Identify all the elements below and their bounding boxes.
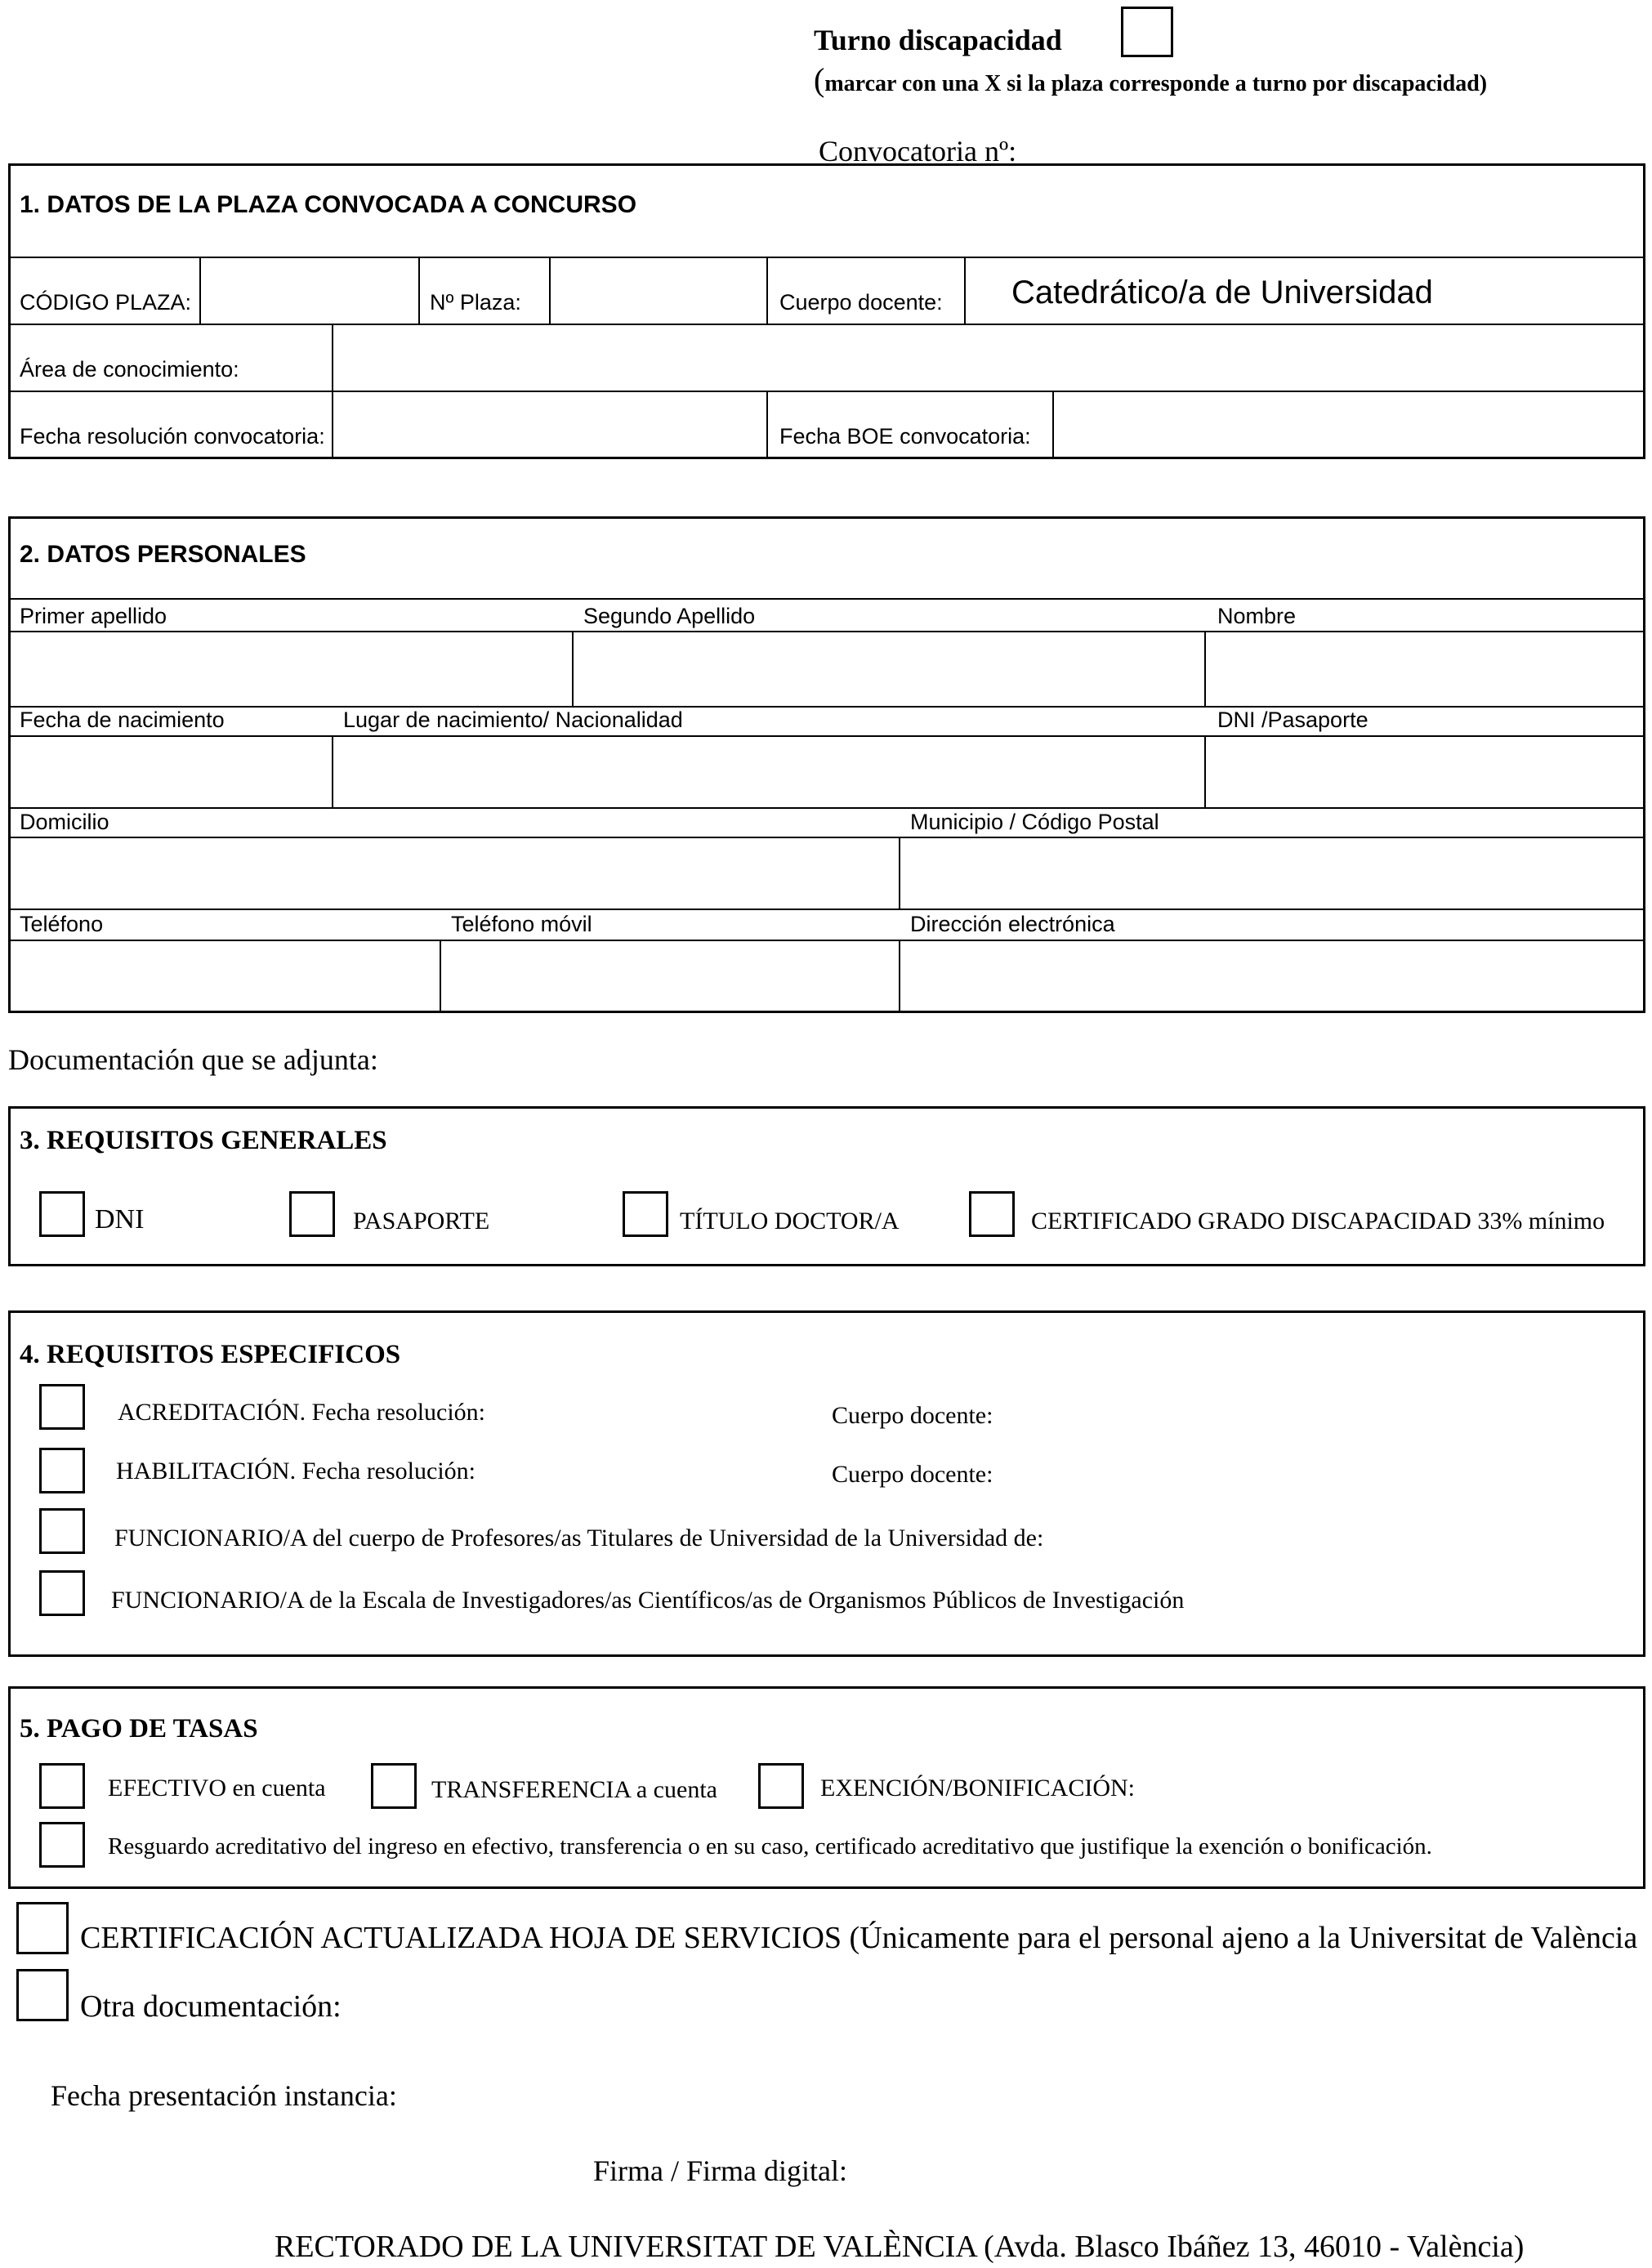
- otra-documentacion-label: Otra documentación:: [80, 1989, 342, 2024]
- section1-vline: [766, 257, 768, 324]
- turno-note-text: marcar con una X si la plaza corresponde a turno por discapacidad): [824, 71, 1488, 96]
- lugar-nacimiento-field[interactable]: [333, 737, 1203, 806]
- telefono-movil-field[interactable]: [441, 941, 897, 1011]
- funcionario-investigadores-checkbox[interactable]: [39, 1570, 85, 1616]
- fecha-resolucion-field[interactable]: [333, 392, 765, 458]
- transferencia-checkbox[interactable]: [371, 1763, 417, 1809]
- section5-title: 5. PAGO DE TASAS: [20, 1714, 258, 1743]
- footer-address: RECTORADO DE LA UNIVERSITAT DE VALÈNCIA (Avda. Blasco Ibáñez 13, 46010 - València): [275, 2230, 1525, 2264]
- section2-title: 2. DATOS PERSONALES: [20, 541, 306, 568]
- dni-checkbox[interactable]: [39, 1191, 85, 1237]
- pasaporte-checkbox[interactable]: [289, 1191, 335, 1237]
- fecha-boe-field[interactable]: [1054, 392, 1644, 458]
- telefono-label: Teléfono: [20, 912, 104, 936]
- acreditacion-cuerpo-label: Cuerpo docente:: [832, 1402, 993, 1429]
- nombre-field[interactable]: [1206, 632, 1644, 704]
- titulo-doctor-checkbox[interactable]: [623, 1191, 668, 1237]
- section1-vline: [766, 391, 768, 459]
- fecha-presentacion-label: Fecha presentación instancia:: [51, 2079, 397, 2112]
- resguardo-label: Resguardo acreditativo del ingreso en efectivo, transferencia o en su caso, certificado acreditativo que justifique la exención o bonificación.: [108, 1833, 1432, 1859]
- dni-option-label: DNI: [95, 1204, 145, 1234]
- section1-vline: [418, 257, 420, 324]
- domicilio-field[interactable]: [10, 838, 897, 907]
- lugar-nacimiento-label: Lugar de nacimiento/ Nacionalidad: [343, 708, 683, 732]
- nombre-label: Nombre: [1217, 604, 1297, 628]
- documentacion-label: Documentación que se adjunta:: [8, 1043, 378, 1076]
- certificado-discapacidad-option-label: CERTIFICADO GRADO DISCAPACIDAD 33% mínimo: [1031, 1208, 1605, 1234]
- section1-title: 1. DATOS DE LA PLAZA CONVOCADA A CONCURSO: [20, 191, 637, 218]
- habilitacion-cuerpo-label: Cuerpo docente:: [832, 1461, 993, 1488]
- telefono-movil-label: Teléfono móvil: [451, 912, 592, 936]
- turno-note-paren: (: [814, 61, 825, 98]
- dni-pasaporte-field[interactable]: [1206, 737, 1644, 806]
- email-field[interactable]: [900, 941, 1644, 1011]
- certificacion-label: CERTIFICACIÓN ACTUALIZADA HOJA DE SERVICIOS (Únicamente para el personal ajeno a la Universitat de València: [80, 1921, 1638, 1955]
- funcionario-titulares-checkbox[interactable]: [39, 1508, 85, 1554]
- codigo-plaza-label: CÓDIGO PLAZA:: [20, 290, 192, 315]
- fecha-resolucion-label: Fecha resolución convocatoria:: [20, 424, 325, 449]
- turno-discapacidad-checkbox[interactable]: [1121, 7, 1173, 57]
- turno-note: [814, 60, 1487, 99]
- municipio-label: Municipio / Código Postal: [910, 810, 1159, 834]
- section2-divider: [8, 598, 1645, 600]
- firma-label: Firma / Firma digital:: [593, 2154, 847, 2187]
- resguardo-checkbox[interactable]: [39, 1822, 85, 1868]
- primer-apellido-label: Primer apellido: [20, 604, 167, 628]
- codigo-plaza-field[interactable]: [201, 258, 417, 322]
- certificado-discapacidad-checkbox[interactable]: [969, 1191, 1015, 1237]
- dni-pasaporte-label: DNI /Pasaporte: [1217, 708, 1368, 732]
- email-label: Dirección electrónica: [910, 912, 1115, 936]
- cuerpo-docente-label: Cuerpo docente:: [779, 290, 943, 315]
- otra-documentacion-checkbox[interactable]: [16, 1969, 69, 2021]
- convocatoria-label: Convocatoria nº:: [819, 135, 1017, 167]
- efectivo-checkbox[interactable]: [39, 1763, 85, 1809]
- efectivo-label: EFECTIVO en cuenta: [108, 1775, 326, 1801]
- acreditacion-checkbox[interactable]: [39, 1384, 85, 1430]
- titulo-doctor-option-label: TÍTULO DOCTOR/A: [680, 1208, 900, 1234]
- habilitacion-label: HABILITACIÓN. Fecha resolución:: [116, 1458, 476, 1484]
- area-conocimiento-field[interactable]: [333, 325, 1644, 389]
- funcionario-titulares-label: FUNCIONARIO/A del cuerpo de Profesores/as Titulares de Universidad de la Universidad de:: [114, 1525, 1044, 1551]
- fecha-boe-label: Fecha BOE convocatoria:: [779, 424, 1031, 449]
- section3-title: 3. REQUISITOS GENERALES: [20, 1126, 387, 1155]
- fecha-nacimiento-field[interactable]: [10, 737, 330, 806]
- telefono-field[interactable]: [10, 941, 438, 1011]
- funcionario-investigadores-label: FUNCIONARIO/A de la Escala de Investigadores/as Científicos/as de Organismos Públicos de Investigación: [111, 1587, 1185, 1614]
- section4-title: 4. REQUISITOS ESPECIFICOS: [20, 1340, 401, 1369]
- n-plaza-field[interactable]: [551, 258, 765, 322]
- segundo-apellido-label: Segundo Apellido: [583, 604, 756, 628]
- acreditacion-label: ACREDITACIÓN. Fecha resolución:: [118, 1399, 486, 1426]
- transferencia-label: TRANSFERENCIA a cuenta: [431, 1776, 717, 1803]
- area-conocimiento-label: Área de conocimiento:: [20, 357, 239, 382]
- habilitacion-checkbox[interactable]: [39, 1448, 85, 1493]
- turno-title: Turno discapacidad: [814, 24, 1062, 56]
- exencion-checkbox[interactable]: [758, 1763, 804, 1809]
- pasaporte-option-label: PASAPORTE: [353, 1208, 490, 1234]
- segundo-apellido-field[interactable]: [574, 632, 1203, 704]
- section1-vline: [964, 257, 966, 324]
- section2-divider: [8, 807, 1645, 809]
- cuerpo-docente-value: Catedrático/a de Universidad: [1011, 275, 1433, 310]
- exencion-label: EXENCIÓN/BONIFICACIÓN:: [820, 1775, 1135, 1801]
- primer-apellido-field[interactable]: [10, 632, 570, 704]
- section2-divider: [8, 706, 1645, 708]
- municipio-field[interactable]: [900, 838, 1644, 907]
- fecha-nacimiento-label: Fecha de nacimiento: [20, 708, 225, 732]
- section2-divider: [8, 909, 1645, 910]
- certificacion-checkbox[interactable]: [16, 1902, 69, 1954]
- domicilio-label: Domicilio: [20, 810, 109, 834]
- n-plaza-label: Nº Plaza:: [430, 290, 521, 315]
